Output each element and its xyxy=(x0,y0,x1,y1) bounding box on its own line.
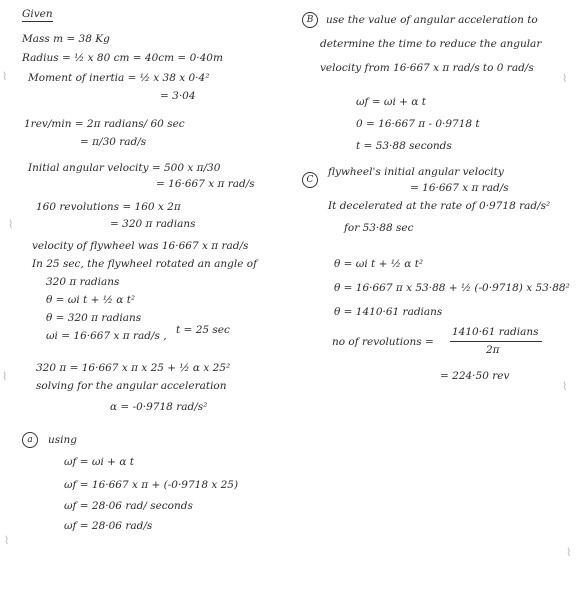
scan-artifact: ⌇ xyxy=(562,380,568,393)
radius-line: Radius = ½ x 80 cm = 40cm = 0·40m xyxy=(22,52,223,64)
revolutions-line: 160 revolutions = 160 x 2π xyxy=(36,201,181,213)
fraction-numerator: 1410·61 radians xyxy=(452,326,539,338)
c-text-1: flywheel's initial angular velocity xyxy=(328,166,504,178)
alpha-value: α = -0·9718 rad/s² xyxy=(110,401,208,413)
scan-artifact: ⌇ xyxy=(562,72,568,85)
scan-artifact: ⌇ xyxy=(566,546,572,559)
equation-320: 320 π = 16·667 x π x 25 + ½ α x 25² xyxy=(36,362,231,374)
revolutions-answer: = 224·50 rev xyxy=(440,370,510,382)
in-25-sec-line: In 25 sec, the flywheel rotated an angle of xyxy=(32,258,257,270)
c-theta-equation: θ = ωi t + ½ α t² xyxy=(334,258,424,270)
b-text-2: determine the time to reduce the angular xyxy=(320,38,542,50)
b-text-1: use the value of angular acceleration to xyxy=(326,14,538,26)
part-a-marker: a xyxy=(22,432,38,448)
given-heading: Given xyxy=(22,8,53,20)
b-t-value: t = 53·88 seconds xyxy=(356,140,452,152)
wf-result-2: ωf = 28·06 rad/s xyxy=(64,520,153,532)
solving-line: solving for the angular acceleration xyxy=(36,380,227,392)
wf-substitution: ωf = 16·667 x π + (-0·9718 x 25) xyxy=(64,479,239,491)
scan-artifact: ⌇ xyxy=(2,70,8,83)
rev-min-line: 1rev/min = 2π radians/ 60 sec xyxy=(24,118,185,130)
b-wf-equation: ωf = ωi + α t xyxy=(356,96,426,108)
velocity-was-line: velocity of flywheel was 16·667 x π rad/s xyxy=(32,240,249,252)
omega-i-line: ωi = 16·667 x π rad/s , xyxy=(46,330,167,342)
initial-velocity-line: Initial angular velocity = 500 x π/30 xyxy=(28,162,221,174)
fraction-denominator: 2π xyxy=(486,344,500,356)
wf-result-1: ωf = 28·06 rad/ seconds xyxy=(64,500,193,512)
no-of-revolutions-label: no of revolutions = xyxy=(332,336,434,348)
angle-320-line: 320 π radians xyxy=(46,276,120,288)
mass-line: Mass m = 38 Kg xyxy=(22,33,110,45)
revolutions-value: = 320 π radians xyxy=(110,218,196,230)
c-text-2: = 16·667 x π rad/s xyxy=(410,182,509,194)
theta-equation: θ = ωi t + ½ α t² xyxy=(46,294,136,306)
using-line: using xyxy=(48,434,77,446)
c-text-3: It decelerated at the rate of 0·9718 rad/s² xyxy=(328,200,551,212)
c-theta-substitution: θ = 16·667 π x 53·88 + ½ (-0·9718) x 53·88² xyxy=(334,282,570,294)
c-theta-value: θ = 1410·61 radians xyxy=(334,306,443,318)
part-c-marker: C xyxy=(302,172,318,188)
fraction-bar xyxy=(450,341,542,342)
initial-velocity-value: = 16·667 x π rad/s xyxy=(156,178,255,190)
moi-line: Moment of inertia = ½ x 38 x 0·4² xyxy=(28,72,210,84)
b-zero-equation: 0 = 16·667 π - 0·9718 t xyxy=(356,118,480,130)
b-text-3: velocity from 16·667 x π rad/s to 0 rad/s xyxy=(320,62,534,74)
scan-artifact: ⌇ xyxy=(2,370,8,383)
moi-value: = 3·04 xyxy=(160,90,196,102)
theta-value: θ = 320 π radians xyxy=(46,312,142,324)
t-25-line: t = 25 sec xyxy=(176,324,230,336)
scan-artifact: ⌇ xyxy=(4,534,10,547)
wf-equation: ωf = ωi + α t xyxy=(64,456,134,468)
scan-artifact: ⌇ xyxy=(8,218,14,231)
rev-min-value: = π/30 rad/s xyxy=(80,136,147,148)
c-text-4: for 53·88 sec xyxy=(344,222,414,234)
part-b-marker: B xyxy=(302,12,318,28)
